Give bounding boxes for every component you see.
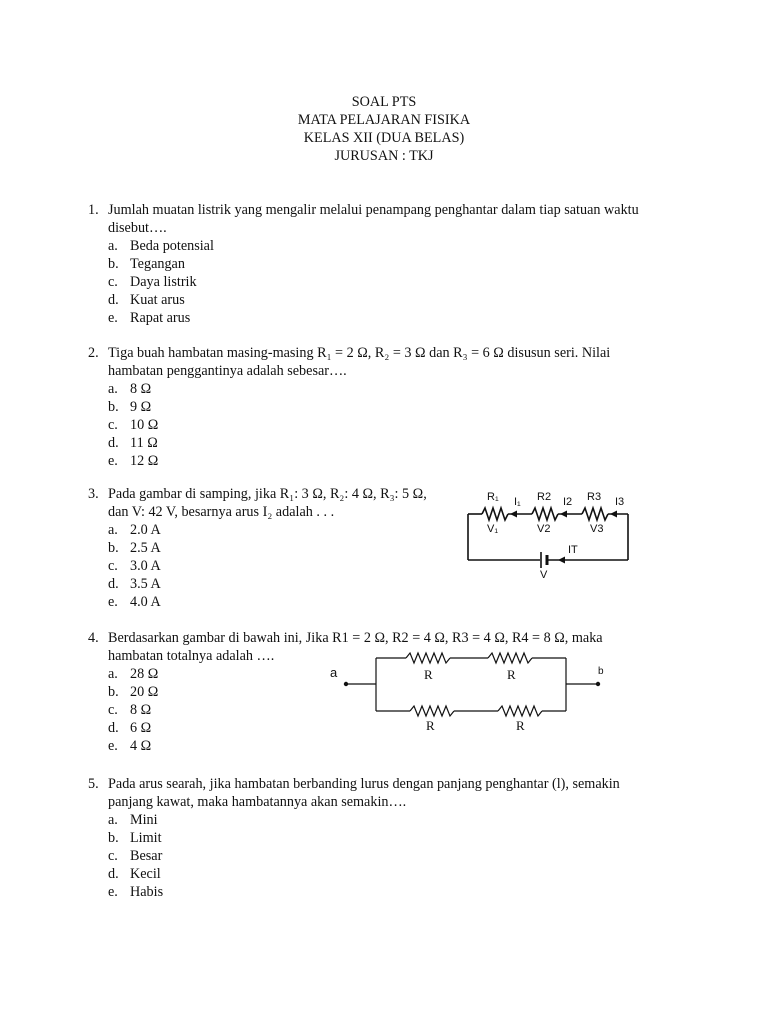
option-text: 6 Ω [130, 720, 152, 736]
option-letter: e. [108, 453, 118, 469]
resistor-top-right [488, 653, 532, 663]
option-text: Besar [130, 848, 163, 864]
option-text: Limit [130, 830, 162, 846]
label-r-top-right: R [507, 667, 516, 682]
option-letter: d. [108, 435, 119, 451]
header-line-1: SOAL PTS [351, 94, 417, 110]
resistor-r3 [582, 508, 608, 520]
parallel-circuit-svg [326, 648, 616, 738]
label-v2: V2 [537, 523, 551, 535]
option-letter: d. [108, 866, 119, 882]
option-text: Mini [130, 812, 158, 828]
question-number: 1. [88, 202, 99, 218]
option-letter: c. [108, 274, 118, 290]
option-d[interactable] [108, 575, 458, 593]
label-v3: V3 [590, 523, 604, 535]
option-a[interactable] [108, 811, 678, 829]
question-number: 2. [88, 345, 99, 361]
question-1 [88, 201, 678, 327]
option-d[interactable] [108, 865, 678, 883]
question-5 [88, 775, 678, 901]
option-text: 4.0 A [130, 594, 161, 610]
option-c[interactable] [108, 273, 678, 291]
node-b [596, 682, 600, 686]
label-v1: V₁ [487, 523, 499, 535]
option-text: Kuat arus [130, 292, 185, 308]
option-text: Kecil [130, 866, 161, 882]
option-text: 4 Ω [130, 738, 152, 754]
option-letter: e. [108, 310, 118, 326]
label-i3: I3 [615, 496, 625, 508]
question-2 [88, 344, 678, 470]
option-list [108, 521, 458, 611]
label-it: IT [568, 544, 578, 556]
option-letter: b. [108, 830, 119, 846]
option-letter: a. [108, 381, 118, 397]
option-text: 12 Ω [130, 453, 159, 469]
label-r2: R2 [537, 491, 552, 503]
parallel-circuit-diagram [326, 648, 616, 743]
option-letter: c. [108, 417, 118, 433]
question-stem-line: panjang kawat, maka hambatannya akan semakin…. [108, 794, 407, 810]
question-stem [108, 485, 458, 521]
option-b[interactable] [108, 829, 678, 847]
question-number: 4. [88, 630, 99, 646]
question-number: 3. [88, 486, 99, 502]
option-text: Habis [130, 884, 164, 900]
option-letter: a. [108, 812, 118, 828]
option-text: 9 Ω [130, 399, 152, 415]
option-d[interactable] [108, 434, 678, 452]
arrow-i3 [610, 511, 617, 518]
arrow-it [558, 557, 565, 564]
option-letter: d. [108, 576, 119, 592]
label-a: a [330, 665, 338, 680]
option-a[interactable] [108, 237, 678, 255]
label-b: b [598, 666, 604, 677]
option-text: 8 Ω [130, 702, 152, 718]
option-b[interactable] [108, 398, 678, 416]
question-3 [88, 485, 458, 611]
question-stem-line: Berdasarkan gambar di bawah ini, Jika R1 = 2 Ω, R2 = 4 Ω, R3 = 4 Ω, R4 = 8 Ω, maka [108, 630, 603, 646]
option-text: Beda potensial [130, 238, 214, 254]
question-stem-line: Tiga buah hambatan masing-masing R₁ = 2 Ω, R₂ = 3 Ω dan R₃ = 6 Ω disusun seri. Nilai [108, 345, 611, 361]
option-b[interactable] [108, 255, 678, 273]
header-line-4: JURUSAN : TKJ [334, 148, 434, 164]
option-e[interactable] [108, 452, 678, 470]
option-text: 3.5 A [130, 576, 161, 592]
label-i1: I₁ [514, 496, 521, 508]
option-text: 11 Ω [130, 435, 158, 451]
option-letter: c. [108, 702, 118, 718]
question-number: 5. [88, 776, 99, 792]
option-e[interactable] [108, 883, 678, 901]
option-text: 20 Ω [130, 684, 159, 700]
resistor-bottom-left [410, 706, 454, 716]
question-stem-line: dan V: 42 V, besarnya arus I₂ adalah . . . [108, 504, 335, 520]
option-list [108, 237, 678, 327]
option-b[interactable] [108, 539, 458, 557]
option-list [108, 380, 678, 470]
option-e[interactable] [108, 593, 458, 611]
arrow-i1 [510, 511, 517, 518]
resistor-top-left [406, 653, 450, 663]
option-list [108, 811, 678, 901]
label-r-top-left: R [424, 667, 433, 682]
option-letter: c. [108, 558, 118, 574]
question-stem-line: hambatan totalnya adalah …. [108, 648, 275, 664]
option-letter: c. [108, 848, 118, 864]
label-v: V [540, 569, 548, 578]
resistor-r1 [482, 508, 508, 520]
question-stem [108, 201, 678, 237]
option-c[interactable] [108, 557, 458, 575]
question-stem-line: Jumlah muatan listrik yang mengalir melalui penampang penghantar dalam tiap satuan waktu [108, 202, 639, 218]
arrow-i2 [560, 511, 567, 518]
option-c[interactable] [108, 416, 678, 434]
question-stem [108, 775, 678, 811]
option-e[interactable] [108, 309, 678, 327]
label-i2: I2 [563, 496, 573, 508]
option-text: Daya listrik [130, 274, 197, 290]
resistor-bottom-right [498, 706, 542, 716]
option-letter: b. [108, 684, 119, 700]
series-circuit-diagram [460, 486, 635, 583]
label-r3: R3 [587, 491, 602, 503]
option-letter: d. [108, 720, 119, 736]
question-stem [108, 344, 678, 380]
label-r-bottom-left: R [426, 718, 435, 733]
option-text: Tegangan [130, 256, 185, 272]
question-stem-line: disebut…. [108, 220, 167, 236]
option-letter: b. [108, 256, 119, 272]
option-text: 3.0 A [130, 558, 161, 574]
question-stem-line: hambatan penggantinya adalah sebesar…. [108, 363, 347, 379]
option-letter: a. [108, 238, 118, 254]
node-a [344, 682, 348, 686]
resistor-r2 [532, 508, 558, 520]
option-d[interactable] [108, 291, 678, 309]
question-stem-line: Pada arus searah, jika hambatan berbanding lurus dengan panjang penghantar (l), semakin [108, 776, 620, 792]
document-header [0, 93, 768, 165]
option-letter: e. [108, 594, 118, 610]
header-line-2: MATA PELAJARAN FISIKA [297, 112, 471, 128]
option-letter: e. [108, 884, 118, 900]
series-circuit-svg [460, 486, 635, 578]
option-letter: a. [108, 666, 118, 682]
option-text: 8 Ω [130, 381, 152, 397]
option-letter: e. [108, 738, 118, 754]
option-text: 28 Ω [130, 666, 159, 682]
option-a[interactable] [108, 380, 678, 398]
label-r1: R₁ [487, 491, 499, 503]
option-text: Rapat arus [130, 310, 191, 326]
option-letter: a. [108, 522, 118, 538]
option-text: 2.0 A [130, 522, 161, 538]
question-stem-line: Pada gambar di samping, jika R₁: 3 Ω, R₂: 4 Ω, R₃: 5 Ω, [108, 486, 427, 502]
option-a[interactable] [108, 521, 458, 539]
option-letter: b. [108, 399, 119, 415]
label-r-bottom-right: R [516, 718, 525, 733]
header-line-3: KELAS XII (DUA BELAS) [303, 130, 465, 146]
option-c[interactable] [108, 847, 678, 865]
option-letter: d. [108, 292, 119, 308]
option-letter: b. [108, 540, 119, 556]
option-text: 2.5 A [130, 540, 161, 556]
option-text: 10 Ω [130, 417, 159, 433]
